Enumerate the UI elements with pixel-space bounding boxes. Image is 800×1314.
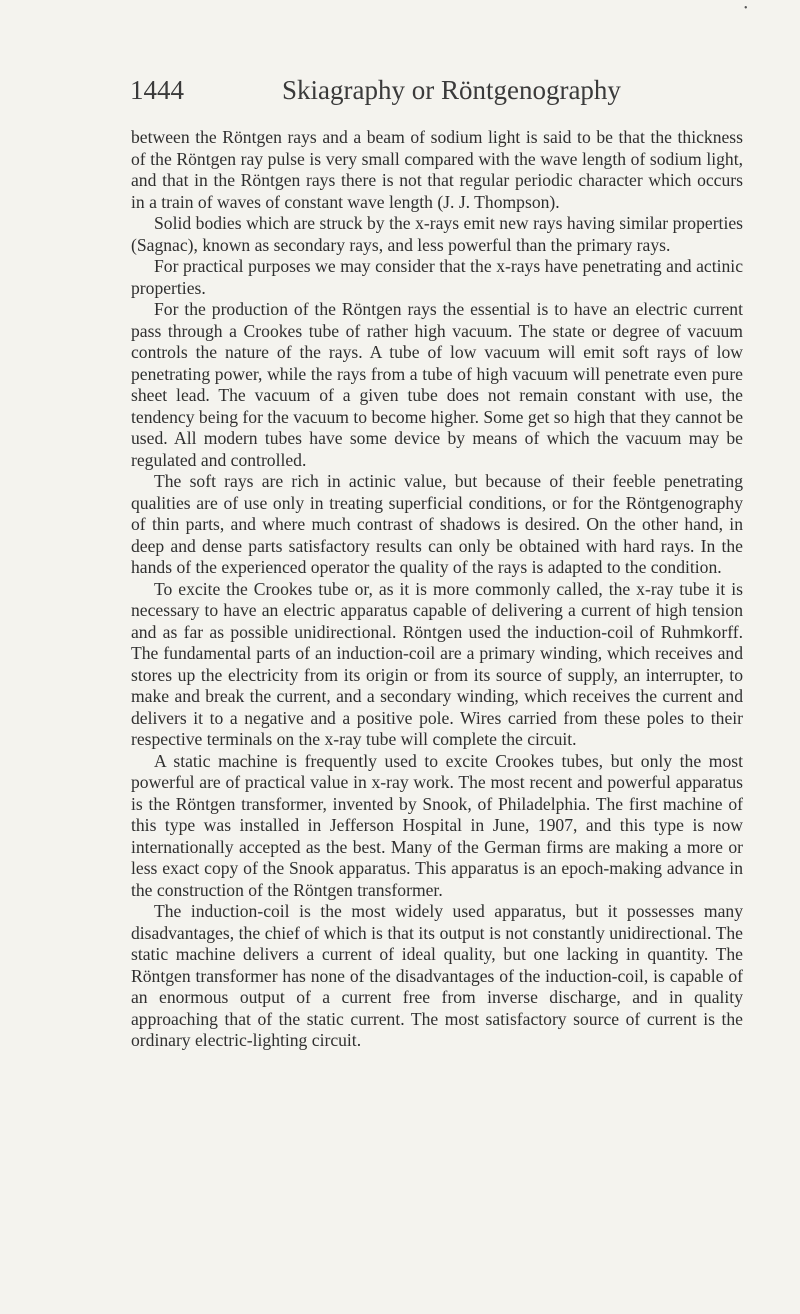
running-title: Skiagraphy or Röntgenography — [282, 75, 621, 105]
paragraph-3: For practical purposes we may consider that the x-rays have penetrating and actinic properties. — [131, 256, 743, 298]
page-header — [130, 72, 690, 112]
paragraph-7: A static machine is frequently used to excite Crookes tubes, but only the most powerful are of practical value in x-ray work. The most recent and powerful apparatus is the Röntgen transformer, invented by Snook, of Philadelphia. The first machine of this type was installed in Jefferson Hospital in June, 1907, and this type is now internationally accepted as the best. Many of the German firms are making a more or less exact copy of the Snook apparatus. This apparatus is an epoch-making advance in the construction of the Röntgen transformer. — [131, 750, 743, 900]
paragraph-2: Solid bodies which are struck by the x-rays emit new rays having similar properties (Sagnac), known as secondary rays, and less powerful than the primary rays. — [131, 213, 743, 255]
paragraph-4: For the production of the Röntgen rays the essential is to have an electric current pass through a Crookes tube of rather high vacuum. The state or degree of vacuum controls the nature of the rays. A tube of low vacuum will emit soft rays of low penetrating power, while the rays from a tube of high vacuum will penetrate even pure sheet lead. The vacuum of a given tube does not remain constant with use, the tendency being for the vacuum to become higher. Some get so high that they cannot be used. All modern tubes have some device by means of which the vacuum may be regulated and controlled. — [131, 299, 743, 470]
paragraph-6: To excite the Crookes tube or, as it is more commonly called, the x-ray tube it is necessary to have an electric apparatus capable of delivering a current of high tension and as far as possible unidirectional. Röntgen used the induction-coil of Ruhmkorff. The fundamental parts of an induction-coil are a primary winding, which receives and stores up the electricity from its origin or from its source of supply, an interrupter, to make and break the current, and a secondary winding, which receives the current and delivers it to a negative and a positive pole. Wires carried from these poles to their respective terminals on the x-ray tube will complete the circuit. — [131, 578, 743, 749]
paragraph-8: The induction-coil is the most widely used apparatus, but it possesses many disadvantages, the chief of which is that its output is not constantly unidirectional. The static machine delivers a current of ideal quality, but one lacking in quantity. The Röntgen transformer has none of the disadvantages of the induction-coil, is capable of an enormous output of a current free from inverse discharge, and in quality approaching that of the static current. The most satisfactory source of current is the ordinary electric-lighting circuit. — [131, 901, 743, 1050]
paragraph-1: between the Röntgen rays and a beam of sodium light is said to be that the thickness of the Röntgen ray pulse is very small compared with the wave length of sodium light, and that in the Röntgen rays there is not that regular periodic character which occurs in a train of waves of constant wave length (J. J. Thompson). — [131, 127, 743, 212]
paragraph-5: The soft rays are rich in actinic value, but because of their feeble penetrating qualities are of use only in treating superficial conditions, or for the Röntgenography of thin parts, and where much contrast of shadows is desired. On the other hand, in deep and dense parts satisfactory results can only be obtained with hard rays. In the hands of the experienced operator the quality of the rays is adapted to the condition. — [131, 471, 743, 577]
body-text — [131, 127, 743, 1052]
page-number: 1444 — [130, 75, 184, 105]
top-margin-mark: • — [744, 3, 748, 14]
